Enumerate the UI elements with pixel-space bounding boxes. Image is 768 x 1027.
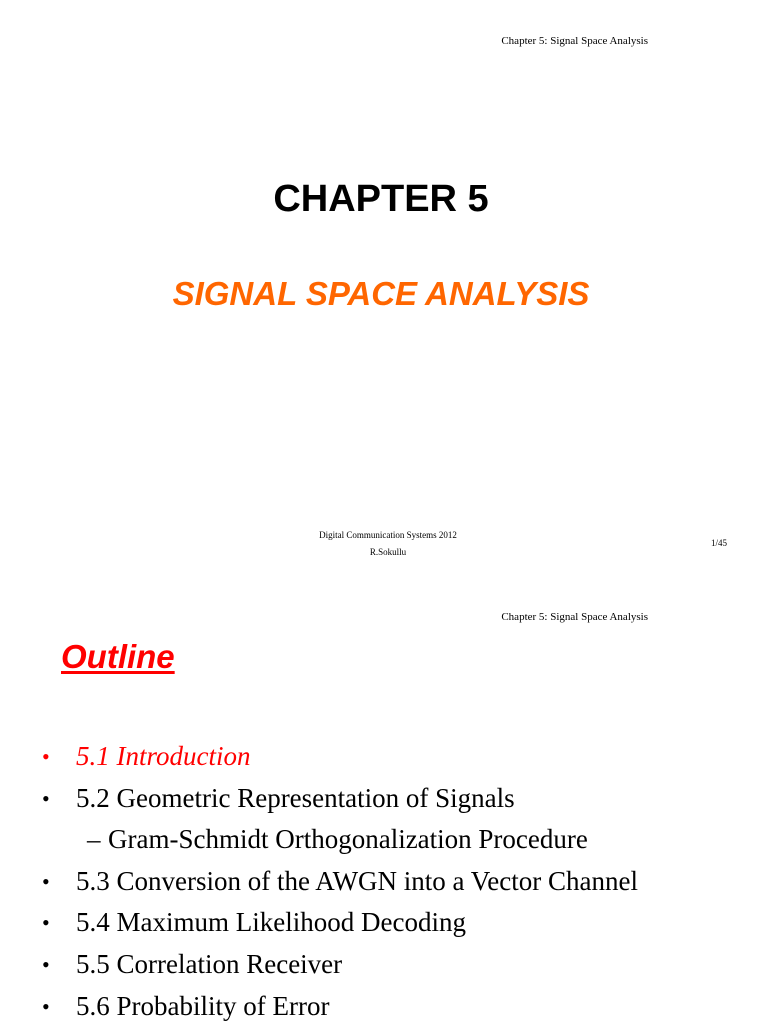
chapter-subtitle: SIGNAL SPACE ANALYSIS (172, 275, 590, 312)
slide-footer (288, 527, 488, 561)
bullet-icon: • (42, 993, 50, 1019)
page-number: 1/45 (711, 538, 728, 548)
bullet-icon: • (42, 910, 50, 936)
outline-list (0, 736, 768, 1027)
outline-item-label: 5.4 Maximum Likelihood Decoding (76, 907, 466, 938)
outline-subitem-gram-schmidt (0, 819, 768, 861)
bullet-icon: • (42, 868, 50, 894)
outline-item-label: 5.1 Introduction (76, 741, 251, 771)
outline-item-ml-decoding (0, 902, 768, 944)
dash-icon: – (87, 824, 101, 855)
footer-author: R.Sokullu (369, 547, 407, 557)
outline-item-introduction (0, 736, 768, 778)
outline-item-label: 5.2 Geometric Representation of Signals (76, 782, 515, 813)
chapter-title: CHAPTER 5 (273, 178, 489, 220)
outline-item-label: 5.5 Correlation Receiver (76, 948, 343, 979)
outline-item-label: 5.3 Conversion of the AWGN into a Vector Channel (76, 865, 638, 896)
footer-course: Digital Communication Systems 2012 (319, 530, 457, 540)
slide-header: Chapter 5: Signal Space Analysis (501, 611, 648, 623)
outline-item-correlation-receiver (0, 944, 768, 986)
outline-slide (0, 576, 768, 1024)
outline-item-label: 5.6 Probability of Error (76, 990, 330, 1021)
outline-item-label: Gram-Schmidt Orthogonalization Procedure (108, 824, 588, 855)
slide-header: Chapter 5: Signal Space Analysis (501, 35, 648, 47)
outline-title: Outline (61, 638, 175, 675)
outline-item-probability-of-error (0, 986, 768, 1027)
bullet-icon: • (42, 744, 50, 769)
outline-item-geometric-representation (0, 778, 768, 820)
bullet-icon: • (42, 785, 50, 811)
outline-item-awgn-conversion (0, 861, 768, 903)
bullet-icon: • (42, 951, 50, 977)
